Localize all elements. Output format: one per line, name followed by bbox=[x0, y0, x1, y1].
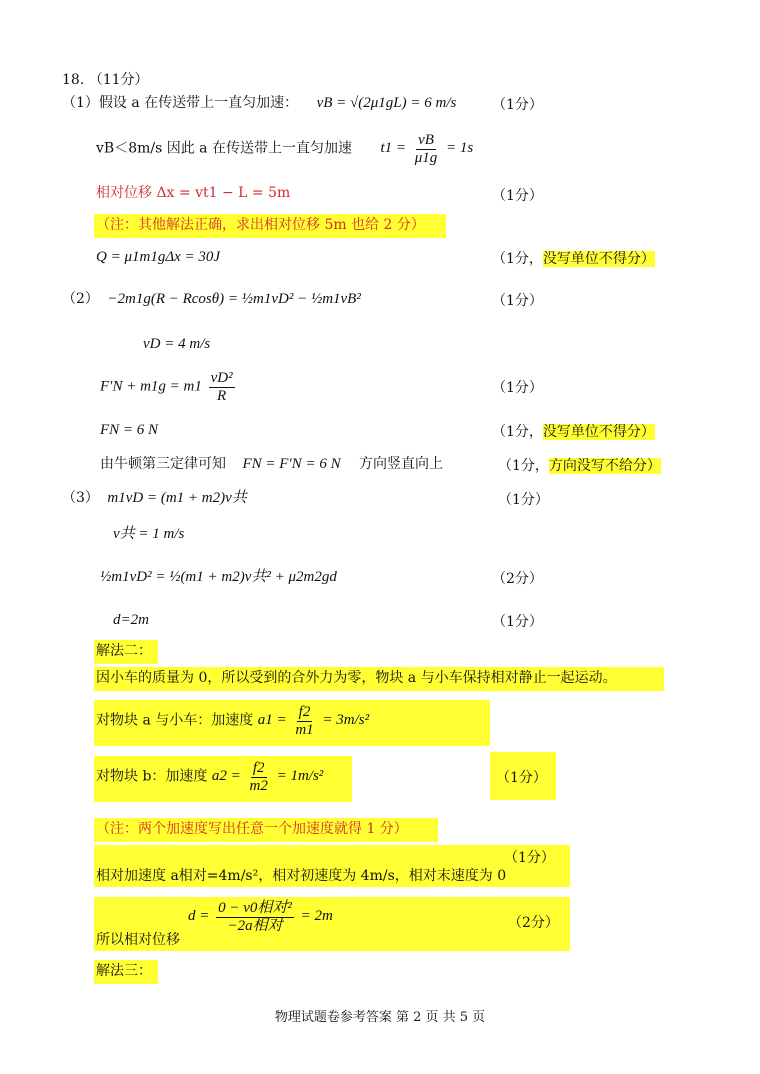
solution2-line5-numerator: 0 − v0相对² bbox=[218, 900, 292, 916]
part2-line4-score-note: 没写单位不得分） bbox=[542, 424, 655, 440]
solution2-line1: 因小车的质量为 0，所以受到的合外力为零，物块 a 与小车保持相对静止一起运动。 bbox=[96, 670, 617, 686]
solution2-line4-score: （1分） bbox=[504, 850, 555, 866]
part1-line2-eq-lhs: t1 = bbox=[380, 140, 406, 157]
solution2-line3-denominator: m2 bbox=[249, 777, 268, 794]
solution2-line5-denominator: −2a相对 bbox=[227, 917, 283, 934]
part2-line3-denominator: R bbox=[217, 387, 227, 404]
solution2-line5-eq-rhs: = 2m bbox=[300, 908, 333, 925]
part2-line4-score bbox=[492, 421, 655, 441]
part1-line3-score: （1分） bbox=[492, 188, 543, 204]
solution2-line3-numerator: f2 bbox=[252, 760, 265, 776]
solution2-line3-equation bbox=[211, 760, 324, 794]
solution2-line5-equation bbox=[188, 900, 333, 934]
solution2-line5-text: 所以相对位移 bbox=[96, 932, 180, 948]
part3-label: （3） bbox=[62, 490, 99, 506]
solution2-line3-text: 对物块 b：加速度 bbox=[96, 768, 208, 785]
part1-line4-score bbox=[492, 248, 655, 268]
part3-line1-equation: m1vD = (m1 + m2)v共 bbox=[107, 490, 247, 506]
part2-line2-equation: vD = 4 m/s bbox=[143, 336, 211, 352]
solution2-line2-numerator: f2 bbox=[298, 704, 311, 720]
part3-line3-score: （2分） bbox=[492, 571, 543, 587]
part1-line2-numerator: vB bbox=[418, 132, 434, 148]
page-footer: 物理试题卷参考答案 第 2 页 共 5 页 bbox=[274, 1010, 486, 1025]
part1-line1-score: （1分） bbox=[492, 97, 543, 113]
solution2-line5-eq bbox=[188, 900, 333, 934]
part2-line3-numerator: vD² bbox=[210, 370, 233, 386]
part3-line1-score: （1分） bbox=[498, 492, 549, 508]
part1-line2-eq-rhs: = 1s bbox=[446, 140, 474, 157]
part3-line4-score: （1分） bbox=[492, 614, 543, 630]
solution2-note: （注：两个加速度写出任意一个加速度就得 1 分） bbox=[96, 821, 408, 837]
solution2-title: 解法二： bbox=[96, 643, 152, 659]
part2-line3-equation bbox=[100, 370, 238, 404]
part1-line2-denominator: μ1g bbox=[414, 149, 438, 166]
part2-line4-score-points: （1分， bbox=[492, 424, 543, 440]
solution2-line2-eq-lhs: a1 = bbox=[257, 712, 287, 729]
part2-line5-score bbox=[498, 455, 661, 475]
part2-line1-score: （1分） bbox=[492, 293, 543, 309]
part3-line4-equation: d=2m bbox=[113, 612, 149, 628]
part2-line4-equation: FN = 6 N bbox=[100, 422, 159, 438]
part2-line3-fraction bbox=[209, 370, 235, 404]
solution2-line5-score: （2分） bbox=[508, 915, 559, 931]
part2-line5-equation: FN = F′N = 6 N bbox=[242, 456, 341, 472]
part2-line5-score-points: （1分， bbox=[498, 458, 549, 474]
part1-line2-text: vB＜8m/s 因此 a 在传送带上一直匀加速 bbox=[96, 140, 352, 157]
part2-line5-text: 由牛顿第三定律可知 bbox=[100, 456, 226, 472]
part1-line2-fraction bbox=[413, 132, 440, 166]
solution2-line3-score: （1分） bbox=[496, 770, 547, 786]
part2-label: （2） bbox=[62, 291, 99, 307]
part2-line5-score-note: 方向没写不给分） bbox=[548, 458, 661, 474]
part1-line4-score-note: 没写单位不得分） bbox=[542, 251, 655, 267]
part3-line3-equation: ½m1vD² = ½(m1 + m2)v共² + μ2m2gd bbox=[100, 569, 337, 585]
part2-line5 bbox=[100, 455, 443, 473]
part1-note: （注：其他解法正确，求出相对位移 5m 也给 2 分） bbox=[96, 217, 425, 233]
part1-line4-score-points: （1分， bbox=[492, 251, 543, 267]
part1-line1 bbox=[62, 94, 456, 112]
part1-line1-text: （1）假设 a 在传送带上一直匀加速： bbox=[62, 95, 299, 111]
question-number: 18. （11分） bbox=[62, 72, 149, 88]
solution2-line2 bbox=[96, 704, 369, 738]
part1-line1-equation: vB = √(2μ1gL) = 6 m/s bbox=[316, 95, 457, 111]
solution2-line3-eq-lhs: a2 = bbox=[211, 768, 241, 785]
solution2-line2-eq-rhs: = 3m/s² bbox=[322, 712, 370, 729]
solution2-line2-equation bbox=[257, 704, 370, 738]
solution2-line3 bbox=[96, 760, 323, 794]
part3-line1 bbox=[62, 489, 247, 507]
solution2-line3-eq-rhs: = 1m/s² bbox=[276, 768, 324, 785]
solution2-line4: 相对加速度 a相对=4m/s²，相对初速度为 4m/s，相对末速度为 0 bbox=[96, 868, 507, 884]
solution2-line5-eq-lhs: d = bbox=[188, 908, 210, 925]
solution2-line2-text: 对物块 a 与小车：加速度 bbox=[96, 712, 254, 729]
part1-line2 bbox=[96, 132, 473, 166]
part1-line4-equation: Q = μ1m1gΔx = 30J bbox=[96, 249, 221, 265]
part2-line1-equation: −2m1g(R − Rcosθ) = ½m1vD² − ½m1vB² bbox=[107, 291, 361, 307]
part2-line5-direction: 方向竖直向上 bbox=[359, 456, 444, 472]
solution2-line2-fraction bbox=[293, 704, 315, 738]
part2-line3-score: （1分） bbox=[492, 380, 543, 396]
solution2-line2-denominator: m1 bbox=[295, 721, 314, 738]
solution3-title: 解法三： bbox=[96, 963, 152, 979]
solution2-line5-fraction bbox=[216, 900, 294, 934]
part1-line3-relative-displacement: 相对位移 Δx = vt1 − L = 5m bbox=[96, 185, 291, 201]
part2-line1 bbox=[62, 290, 361, 308]
part3-line2-equation: v共 = 1 m/s bbox=[113, 526, 185, 542]
part2-line3-eq-lhs: F′N + m1g = m1 bbox=[100, 378, 202, 395]
solution2-line3-fraction bbox=[248, 760, 270, 794]
